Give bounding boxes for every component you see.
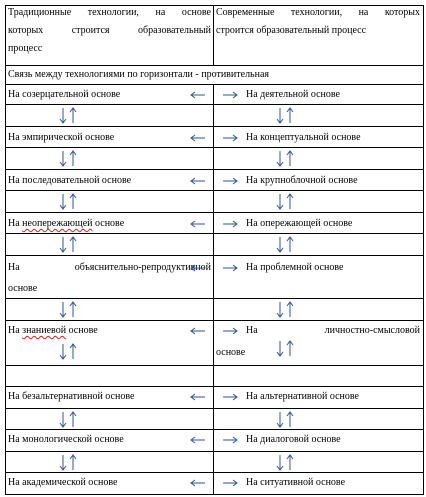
table-row-border	[5, 429, 424, 430]
table-row-border	[5, 169, 424, 170]
table-row-border	[5, 147, 424, 148]
table-row-border	[5, 190, 424, 191]
arrow-up-down-icon	[58, 343, 78, 360]
arrow-up-down-icon	[275, 301, 295, 318]
arrow-left-icon	[190, 91, 206, 99]
left-cell-text: На монологической основе	[8, 434, 124, 445]
arrow-up-down-icon	[58, 301, 78, 318]
arrow-up-down-icon	[275, 454, 295, 471]
table-row-border	[5, 84, 424, 85]
arrow-up-down-icon	[275, 150, 295, 167]
table-border-middle	[213, 5, 214, 65]
arrow-right-icon	[222, 220, 238, 228]
left-cell-text: На созерцательной основе	[8, 89, 121, 100]
table-row-border	[5, 472, 424, 473]
arrow-left-icon	[190, 393, 206, 401]
left-cell-text: На академической основе	[8, 477, 118, 488]
arrow-left-icon	[190, 327, 206, 335]
table-row-border	[5, 65, 424, 66]
header-left-line: Традиционные технологии, на основе	[8, 7, 211, 18]
arrow-up-down-icon	[58, 454, 78, 471]
right-cell-text: На крупноблочной основе	[246, 175, 358, 186]
arrow-up-down-icon	[275, 411, 295, 428]
left-cell-text: На объяснительно-репродуктивной	[8, 262, 211, 273]
arrow-up-down-icon	[58, 107, 78, 124]
table-row-border	[5, 233, 424, 234]
table-row-border	[5, 451, 424, 452]
arrow-left-icon	[190, 177, 206, 185]
table-caption: Связь между технологиями по горизонтали - противительная	[8, 69, 270, 80]
header-right-line: Современные технологии, на которых	[216, 7, 420, 18]
right-cell-text: На деятельной основе	[246, 89, 340, 100]
left-cell-text-part: На	[8, 218, 23, 229]
arrow-left-icon	[190, 479, 206, 487]
misspelled-word: знаниевой	[22, 325, 67, 336]
header-left-line: процесс	[8, 43, 43, 54]
table-row-border	[5, 212, 424, 213]
arrow-right-icon	[222, 393, 238, 401]
table-row-border	[5, 408, 424, 409]
arrow-left-icon	[190, 220, 206, 228]
right-cell-text: На личностно-смысловой	[246, 325, 420, 336]
left-cell-text	[8, 218, 124, 230]
table-row-border	[5, 255, 424, 256]
arrow-up-down-icon	[58, 411, 78, 428]
left-cell-text-part: основе	[66, 325, 98, 336]
arrow-right-icon	[222, 264, 238, 272]
right-cell-text: На проблемной основе	[246, 262, 344, 273]
arrow-up-down-icon	[58, 150, 78, 167]
arrow-left-icon	[190, 436, 206, 444]
arrow-up-down-icon	[275, 340, 295, 357]
arrow-up-down-icon	[275, 193, 295, 210]
header-right-line: строится образовательный процесс	[216, 25, 367, 36]
right-cell-text: основе	[216, 347, 246, 358]
table-border-right	[423, 5, 424, 495]
arrow-right-icon	[222, 91, 238, 99]
arrow-right-icon	[222, 327, 238, 335]
left-cell-text: основе	[8, 283, 38, 294]
arrow-right-icon	[222, 436, 238, 444]
table-row-border	[5, 386, 424, 387]
left-cell-text: На эмпирической основе	[8, 132, 115, 143]
left-cell-text-part: основе	[92, 218, 125, 229]
arrow-right-icon	[222, 134, 238, 142]
arrow-right-icon	[222, 177, 238, 185]
arrow-up-down-icon	[58, 236, 78, 253]
right-cell-text: На диалоговой основе	[246, 434, 341, 445]
misspelled-word: неопережающей	[22, 218, 93, 229]
right-cell-text: На ситуативной основе	[246, 477, 346, 488]
arrow-left-icon	[190, 134, 206, 142]
right-cell-text: На альтернативной основе	[246, 391, 359, 402]
table-row-border	[5, 494, 424, 495]
left-cell-text	[8, 325, 98, 337]
table-row-border	[5, 320, 424, 321]
header-left-line: которых строится образовательный	[8, 25, 211, 36]
table-row-border	[5, 104, 424, 105]
table-row-border	[5, 298, 424, 299]
left-cell-text-part: На	[8, 325, 23, 336]
right-cell-text: На опережающей основе	[246, 218, 353, 229]
table-row-border	[5, 365, 424, 366]
arrow-up-down-icon	[275, 107, 295, 124]
arrow-left-icon	[190, 264, 206, 272]
left-cell-text: На безальтернативной основе	[8, 391, 135, 402]
table-row-border	[5, 126, 424, 127]
table-row-border	[5, 5, 424, 6]
arrow-up-down-icon	[275, 236, 295, 253]
left-cell-text: На последовательной основе	[8, 175, 132, 186]
arrow-up-down-icon	[58, 193, 78, 210]
right-cell-text: На концептуальной основе	[246, 132, 361, 143]
table-border-middle	[213, 84, 214, 495]
arrow-right-icon	[222, 479, 238, 487]
table-border-left	[5, 5, 6, 495]
